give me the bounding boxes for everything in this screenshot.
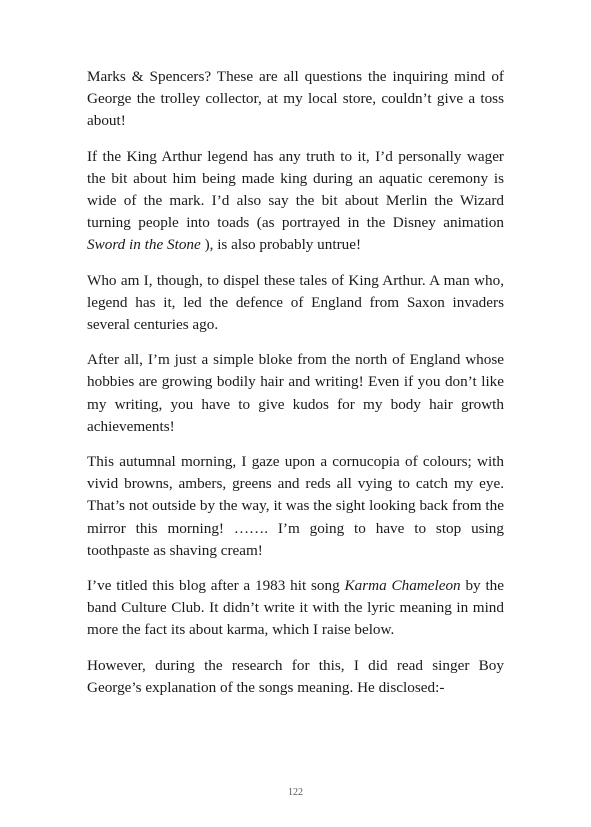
paragraph xyxy=(87,349,504,438)
paragraph-text: by the band Culture Club. It didn’t write it with the lyric meaning in mind more the fact its about karma, which I raise below. xyxy=(87,577,504,639)
page-number: 122 xyxy=(288,787,303,798)
paragraph xyxy=(87,655,504,699)
paragraph-text: However, during the research for this, I did read singer Boy George’s explanation of the songs meaning. He disclosed:- xyxy=(87,656,504,696)
italic-title-text: Karma Chameleon xyxy=(344,577,461,595)
paragraph-text: I’ve titled this blog after a 1983 hit song xyxy=(87,577,345,595)
italic-title-text: Sword in the Stone xyxy=(87,236,201,254)
paragraph xyxy=(87,66,504,133)
paragraph-text: After all, I’m just a simple bloke from the north of England whose hobbies are growing bodily hair and writing! Even if you don’t like my writing, you have to give kudos for my body hair growth achievements! xyxy=(87,351,504,435)
paragraph-text: Marks & Spencers? These are all questions the inquiring mind of George the trolley collector, at my local store, couldn’t give a toss about! xyxy=(87,68,504,130)
paragraph xyxy=(87,270,504,337)
body-text xyxy=(87,66,504,712)
paragraph xyxy=(87,451,504,562)
paragraph xyxy=(87,146,504,257)
paragraph-text: Who am I, though, to dispel these tales of King Arthur. A man who, legend has it, led the defence of England from Saxon invaders several centuries ago. xyxy=(87,271,504,334)
paragraph-text: ), is also probably untrue! xyxy=(200,236,362,254)
paragraph-text: This autumnal morning, I gaze upon a cornucopia of colours; with vivid browns, ambers, greens and reds all vying to catch my eye. That’s not outside by the way, it was the sight looking back from the mirror this morning! ……. I’m going to have to stop using toothpaste as shaving cream! xyxy=(87,453,504,559)
paragraph-text: If the King Arthur legend has any truth to it, I’d personally wager the bit about him being made king during an aquatic ceremony is wide of the mark. I’d also say the bit about Merlin the Wizard turning people into toads (as portrayed in the Disney animation xyxy=(87,147,504,232)
paragraph xyxy=(87,575,504,642)
